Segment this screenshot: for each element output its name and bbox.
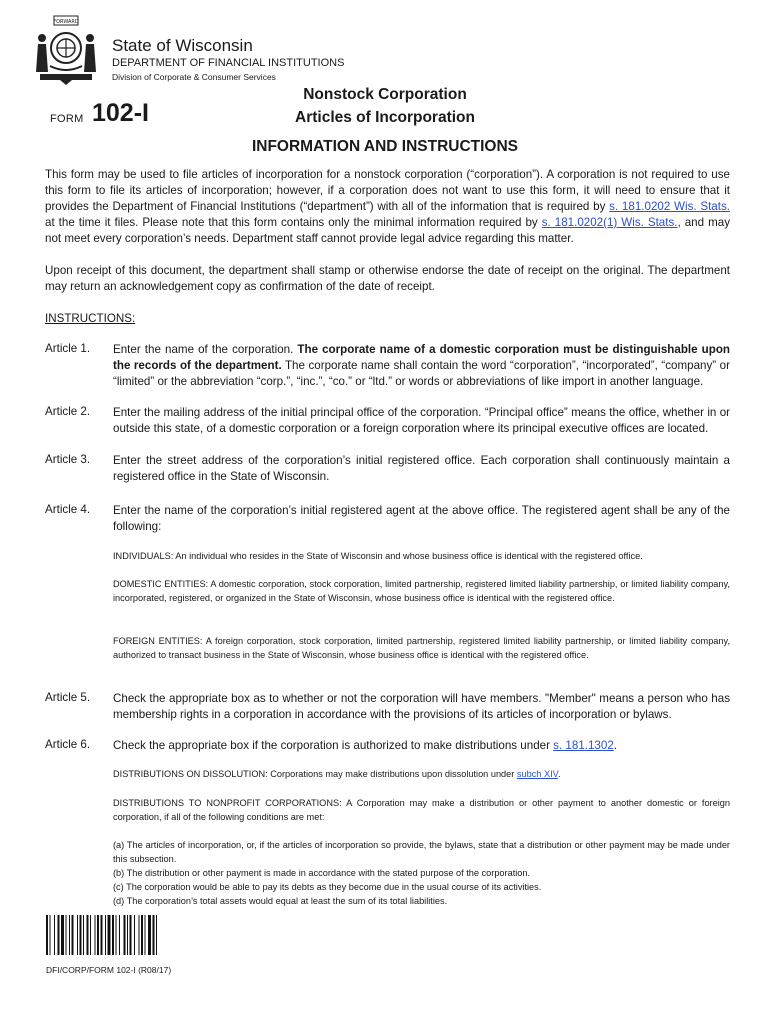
article-6-label: Article 6. <box>45 738 91 751</box>
statute-link-181-0202-1[interactable]: s. 181.0202(1) Wis. Stats. <box>541 216 678 229</box>
intro-text-2: at the time it files. Please note that this form contains only the minimal information required by <box>45 216 542 229</box>
distributions-on-dissolution <box>113 767 730 781</box>
wisconsin-state-seal-icon <box>30 14 102 86</box>
document-title-line2: Articles of Incorporation <box>295 109 475 126</box>
intro-text-1: This form may be used to file articles of incorporation for a nonstock corporation (“corporation”). A corporation is not required to use this form to file its articles of incorporation; however, if a corporation does not want to use this form, it will need to ensure that it provides the Department of Financial Institutions (“department”) with all of the information that is required by <box>45 168 730 213</box>
instructions-label: INSTRUCTIONS: <box>45 312 136 325</box>
agent-individuals: INDIVIDUALS: An individual who resides in the State of Wisconsin and whose business office is identical with the registered office. <box>113 551 643 561</box>
document-title-line1: Nonstock Corporation <box>303 86 467 103</box>
article-2-text: Enter the mailing address of the initial principal office of the corporation. “Principal office” means the office, whether in or outside this state, of a domestic corporation or a foreign corporation where its principal executive offices are located. <box>113 406 730 435</box>
subch-xiv-link[interactable]: subch XIV <box>516 769 558 779</box>
barcode-icon <box>46 915 218 955</box>
article-1-text-b: The corporate name shall contain the word “corporation”, “incorporated”, “company” or “limited” or the abbreviation “corp.”, “inc.”, “co.” or “ltd.” or words or abbreviations of like import in another language. <box>113 359 730 388</box>
article-1-text-a: Enter the name of the corporation. <box>113 343 298 356</box>
seal-motto: FORWARD <box>53 19 79 25</box>
condition-b: (b) The distribution or other payment is made in accordance with the stated purpose of the corporation. <box>113 868 531 878</box>
article-5-text: Check the appropriate box as to whether or not the corporation will have members. "Member" means a person who has membership rights in a corporation in accordance with the provisions of its articles of incorporation or bylaws. <box>113 692 730 721</box>
condition-c: (c) The corporation would be able to pay its debts as they become due in the usual course of its activities. <box>113 882 542 892</box>
agent-domestic-entities: DOMESTIC ENTITIES: A domestic corporation, stock corporation, limited partnership, registered limited liability partnership, or limited liability company, incorporated, registered, or organized in the State of Wisconsin, whose business office is identical with the registered office. <box>113 579 730 603</box>
state-name: State of Wisconsin <box>112 36 253 55</box>
condition-d: (d) The corporation’s total assets would equal at least the sum of its total liabilities. <box>113 896 448 906</box>
department-name: DEPARTMENT OF FINANCIAL INSTITUTIONS <box>112 57 345 69</box>
article-1-text-bold: The corporate name of a domestic corporation must be distinguishable upon the records of the department. <box>113 343 730 372</box>
article-6-text-b: . <box>613 739 618 752</box>
article-3-text: Enter the street address of the corporation’s initial registered office. Each corporation shall continuously maintain a registered office in the State of Wisconsin. <box>113 454 730 483</box>
article-2-label: Article 2. <box>45 405 91 418</box>
statute-link-181-0202[interactable]: s. 181.0202 Wis. Stats. <box>609 200 730 213</box>
intro-paragraph-2: Upon receipt of this document, the department shall stamp or otherwise endorse the date of receipt on the original. The department may return an acknowledgement copy as confirmation of the date of receipt. <box>45 264 730 293</box>
form-label: FORM <box>50 113 84 125</box>
distributions-to-nonprofit: DISTRIBUTIONS TO NONPROFIT CORPORATIONS: A Corporation may make a distribution or other payment to another domestic or foreign corporation, if all of the following conditions are met: <box>113 798 730 822</box>
dissolution-text-a: DISTRIBUTIONS ON DISSOLUTION: Corporations may make distributions upon dissolution under <box>113 769 517 779</box>
article-4-text: Enter the name of the corporation’s initial registered agent at the above office. The registered agent shall be any of the following: <box>113 504 730 533</box>
article-6-text-a: Check the appropriate box if the corporation is authorized to make distributions under <box>113 739 554 752</box>
form-number: 102-I <box>92 99 149 127</box>
article-4-label: Article 4. <box>45 503 91 516</box>
section-heading: INFORMATION AND INSTRUCTIONS <box>251 138 519 155</box>
article-6-text <box>113 738 730 754</box>
division-name: Division of Corporate & Consumer Services <box>112 72 276 82</box>
article-5-label: Article 5. <box>45 691 91 704</box>
article-1-label: Article 1. <box>45 342 91 355</box>
form-code: DFI/CORP/FORM 102-I (R08/17) <box>46 965 172 975</box>
article-3-label: Article 3. <box>45 453 91 466</box>
agent-foreign-entities: FOREIGN ENTITIES: A foreign corporation, stock corporation, limited partnership, registered limited liability partnership, or limited liability company, authorized to transact business in the State of Wisconsin, whose business office is identical with the registered office. <box>113 636 730 660</box>
condition-a: (a) The articles of incorporation, or, if the articles of incorporation so provide, the bylaws, state that a distribution or other payment may be made under this subsection. <box>113 840 730 864</box>
intro-paragraph-1 <box>45 167 730 247</box>
dissolution-text-b: . <box>557 769 561 779</box>
intro-text-3: , and may not meet every corporation’s needs. Department staff cannot provide legal advice regarding this matter. <box>45 216 730 245</box>
statute-link-181-1302[interactable]: s. 181.1302 <box>553 739 614 752</box>
article-1-text <box>113 342 730 390</box>
